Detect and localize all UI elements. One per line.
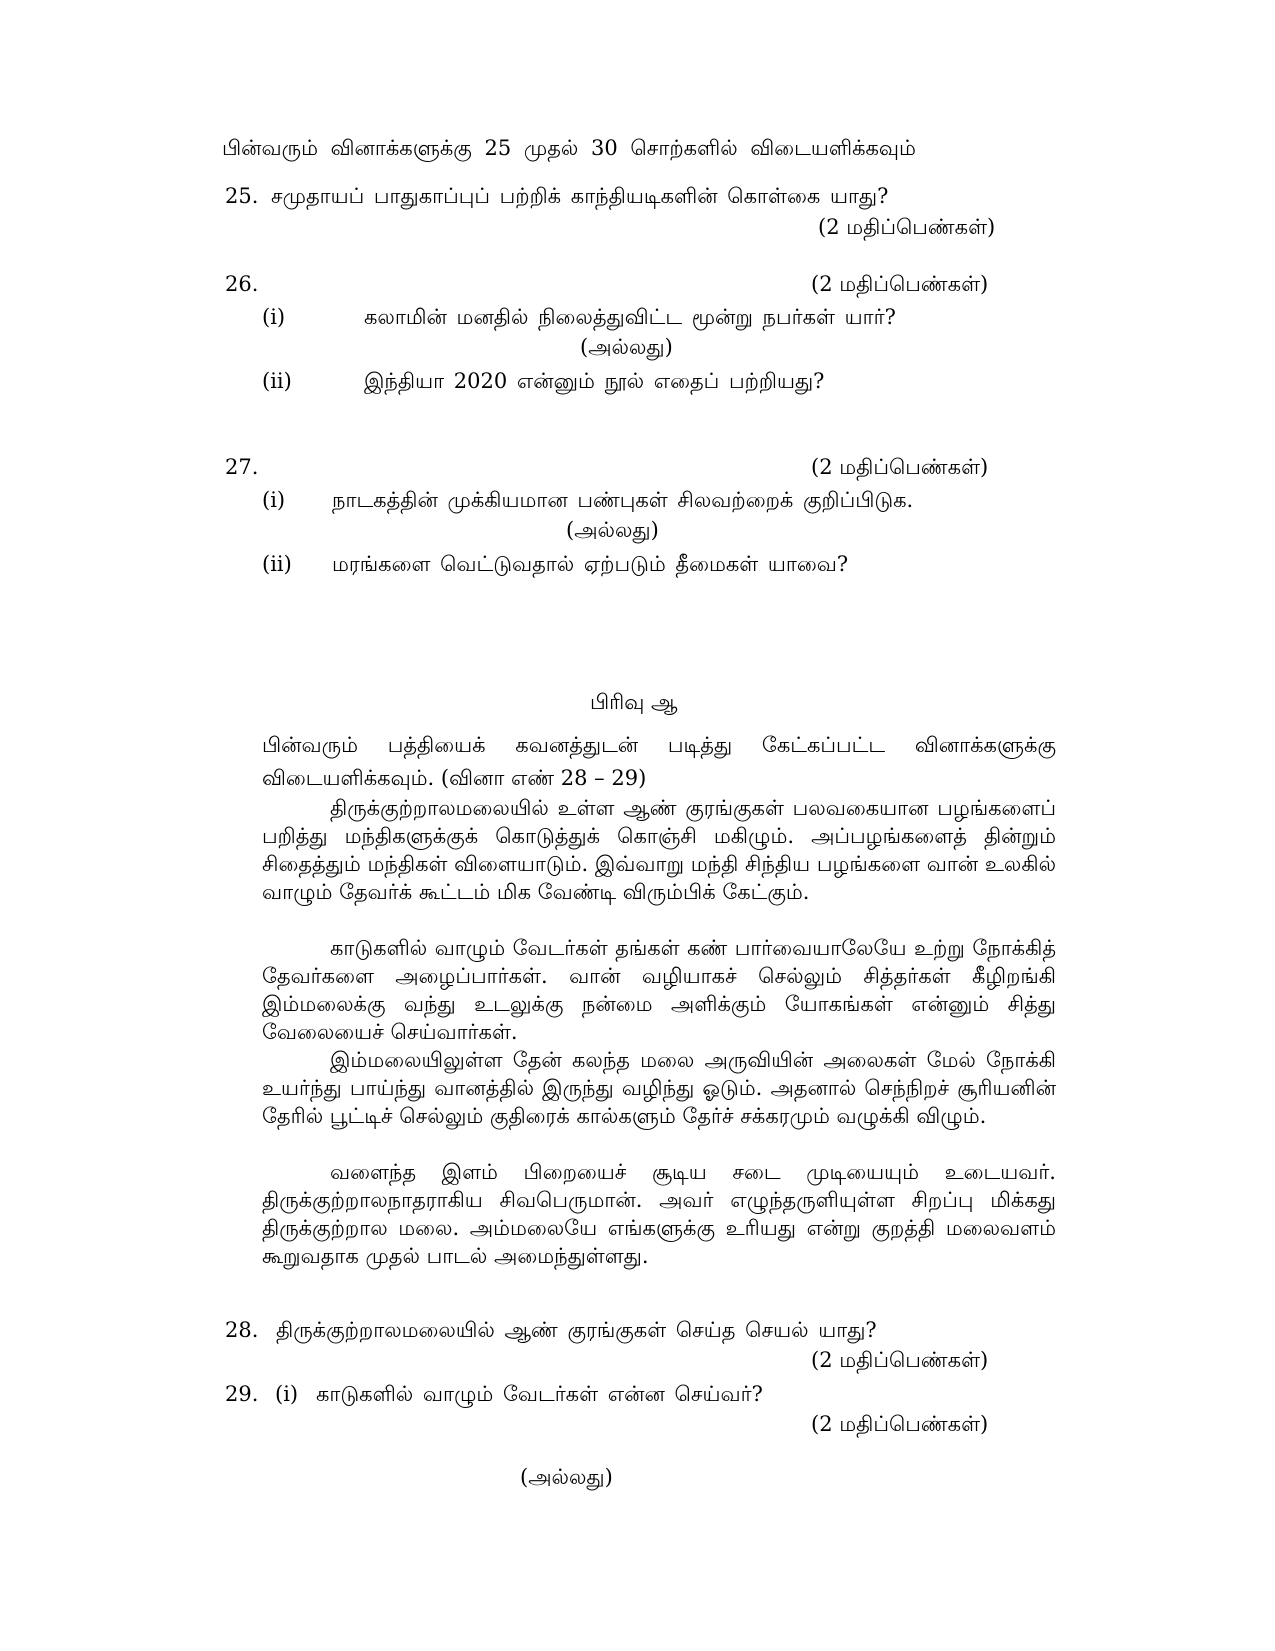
option-text: மரங்களை வெட்டுவதால் ஏற்படும் தீமைகள் யாவை? — [332, 552, 849, 576]
instruction: பின்வரும் வினாக்களுக்கு 25 முதல் 30 சொற்களில் விடையளிக்கவும் — [222, 136, 916, 160]
passage-paragraph: திருக்குற்றாலமலையில் உள்ள ஆண் குரங்குகள் பலவகையான பழங்களைப் பறித்து மந்திகளுக்குக் கொடுத்துக் கொஞ்சி மகிழும். அப்பழங்களைத் தின்றும் சிதைத்தும் மந்திகள் விளையாடும். இவ்வாறு மந்தி சிந்திய பழங்களை வான் உலகில் வாழும் தேவர்க் கூட்டம் மிக வேண்டி விரும்பிக் கேட்கும். — [262, 796, 1056, 904]
question-text: திருக்குற்றாலமலையில் ஆண் குரங்குகள் செய்த செயல் யாது? — [276, 1318, 877, 1342]
section-instruction: விடையளிக்கவும். (வினா எண் 28 – 29) — [262, 766, 647, 790]
or-label: (அல்லது) — [520, 1465, 613, 1489]
option-label: (i) — [275, 1382, 299, 1406]
option-label: (ii) — [262, 552, 292, 576]
option-text: இந்தியா 2020 என்னும் நூல் எதைப் பற்றியது? — [364, 369, 825, 393]
question-number: 29. — [225, 1382, 259, 1406]
question-number: 27. — [225, 455, 259, 479]
question-number: 26. — [225, 272, 259, 296]
option-text: கலாமின் மனதில் நிலைத்துவிட்ட மூன்று நபர்கள் யார்? — [364, 305, 896, 329]
passage-paragraph: வளைந்த இளம் பிறையைச் சூடிய சடை முடியையும் உடையவர். திருக்குற்றாலநாதராகிய சிவபெருமான். அவர் எழுந்தருளியுள்ள சிறப்பு மிக்கது திருக்குற்றால மலை. அம்மலையே எங்களுக்கு உரியது என்று குறத்தி மலைவளம் கூறுவதாக முதல் பாடல் அமைந்துள்ளது. — [262, 1160, 1056, 1268]
question-number: 28. — [225, 1318, 259, 1342]
marks: (2 மதிப்பெண்கள்) — [811, 1412, 989, 1436]
passage-paragraph: காடுகளில் வாழும் வேடர்கள் தங்கள் கண் பார்வையாலேயே உற்று நோக்கித் தேவர்களை அழைப்பார்கள். வான் வழியாகச் செல்லும் சித்தர்கள் கீழிறங்கி இம்மலைக்கு வந்து உடலுக்கு நன்மை அளிக்கும் யோகங்கள் என்னும் சித்து வேலையைச் செய்வார்கள். — [262, 936, 1056, 1044]
section-heading: பிரிவு ஆ — [590, 690, 678, 714]
question-number: 25. — [225, 184, 259, 208]
option-label: (i) — [262, 305, 286, 329]
option-label: (i) — [262, 488, 286, 512]
or-label: (அல்லது) — [580, 335, 673, 359]
or-label: (அல்லது) — [566, 518, 659, 542]
section-instruction: பின்வரும் பத்தியைக் கவனத்துடன் படித்து கேட்கப்பட்ட வினாக்களுக்கு — [262, 733, 1056, 757]
option-text: நாடகத்தின் முக்கியமான பண்புகள் சிலவற்றைக் குறிப்பிடுக. — [332, 488, 914, 512]
marks: (2 மதிப்பெண்கள்) — [811, 272, 989, 296]
marks: (2 மதிப்பெண்கள்) — [818, 215, 996, 239]
option-label: (ii) — [262, 369, 292, 393]
question-text: சமுதாயப் பாதுகாப்புப் பற்றிக் காந்தியடிகளின் கொள்கை யாது? — [271, 184, 889, 208]
passage-paragraph: இம்மலையிலுள்ள தேன் கலந்த மலை அருவியின் அலைகள் மேல் நோக்கி உயர்ந்து பாய்ந்து வானத்தில் இருந்து வழிந்து ஓடும். அதனால் செந்நிறச் சூரியனின் தேரில் பூட்டிச் செல்லும் குதிரைக் கால்களும் தேர்ச் சக்கரமும் வழுக்கி விழும். — [262, 1048, 1056, 1128]
marks: (2 மதிப்பெண்கள்) — [811, 455, 989, 479]
question-text: காடுகளில் வாழும் வேடர்கள் என்ன செய்வர்? — [316, 1382, 763, 1406]
marks: (2 மதிப்பெண்கள்) — [811, 1348, 989, 1372]
